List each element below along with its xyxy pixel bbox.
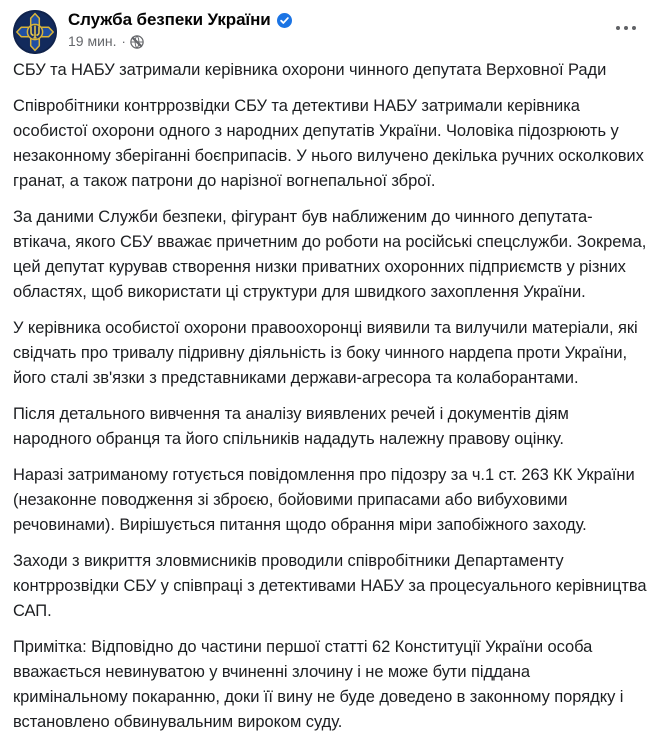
post-paragraph: У керівника особистої охорони правоохоронці виявили та вилучили матеріали, які свідчать про тривалу підривну діяльність із боку чинного нардепа проти України, його сталі зв'язки з представниками держави-агресора та колаборантами. [13,319,638,387]
post-paragraph: Наразі затриманому готується повідомлення про підозру за ч.1 ст. 263 КК України (незаконне поводження зі зброєю, бойовими припасами або вибуховими речовинами). Вирішується питання щодо обрання міри запобіжного заходу. [13,466,635,534]
meta-separator: · [121,34,126,49]
ellipsis-dot [624,26,628,30]
ellipsis-dot [632,26,636,30]
author-name-row [68,10,292,30]
sbu-emblem-avatar[interactable] [13,10,57,54]
post-timestamp[interactable]: 19 мин. [68,33,117,49]
post-paragraph: Співробітники контррозвідки СБУ та детективи НАБУ затримали керівника особистої охорони одного з народних депутатів України. Чоловіка підозрюють у незаконному зберіганні боєприпасів. У нього вилучено декілька ручних осколкових гранат, а також патрони до нарізної вогнепальної зброї. [13,97,644,190]
post-body [0,58,657,735]
post-meta-row [68,33,292,50]
ellipsis-dot [616,26,620,30]
post-paragraph-note: Примітка: Відповідно до частини першої статті 62 Конституції України особа вважається невинуватою у вчиненні злочину і не може бути піддана кримінальному покаранню, доки її вину не буде доведено в законному порядку і встановлено обвинувальним вироком суду. [13,638,624,731]
post-paragraph: Заходи з викриття зловмисників проводили співробітники Департаменту контррозвідки СБУ у співпраці з детективами НАБУ за процесуального керівництва САП. [13,552,647,620]
post-author-block [68,9,292,50]
post-options-button[interactable] [609,14,643,42]
post-paragraph: Після детального вивчення та аналізу виявлених речей і документів діям народного обранця та його спільників нададуть належну правову оцінку. [13,405,569,448]
post-paragraph: За даними Служби безпеки, фігурант був наближеним до чинного депутата-втікача, якого СБУ вважає причетним до роботи на російські спецслужби. Зокрема, цей депутат курував створення низки приватних охоронних підприємств у різних областях, щоб використати ці структури для швидкого захоплення України. [13,208,647,301]
post-header [0,0,657,58]
post-headline: СБУ та НАБУ затримали керівника охорони чинного депутата Верховної Ради [13,61,607,79]
page-name[interactable]: Служба безпеки України [68,10,271,29]
verified-badge-icon [277,13,292,28]
globe-icon[interactable] [130,35,144,49]
